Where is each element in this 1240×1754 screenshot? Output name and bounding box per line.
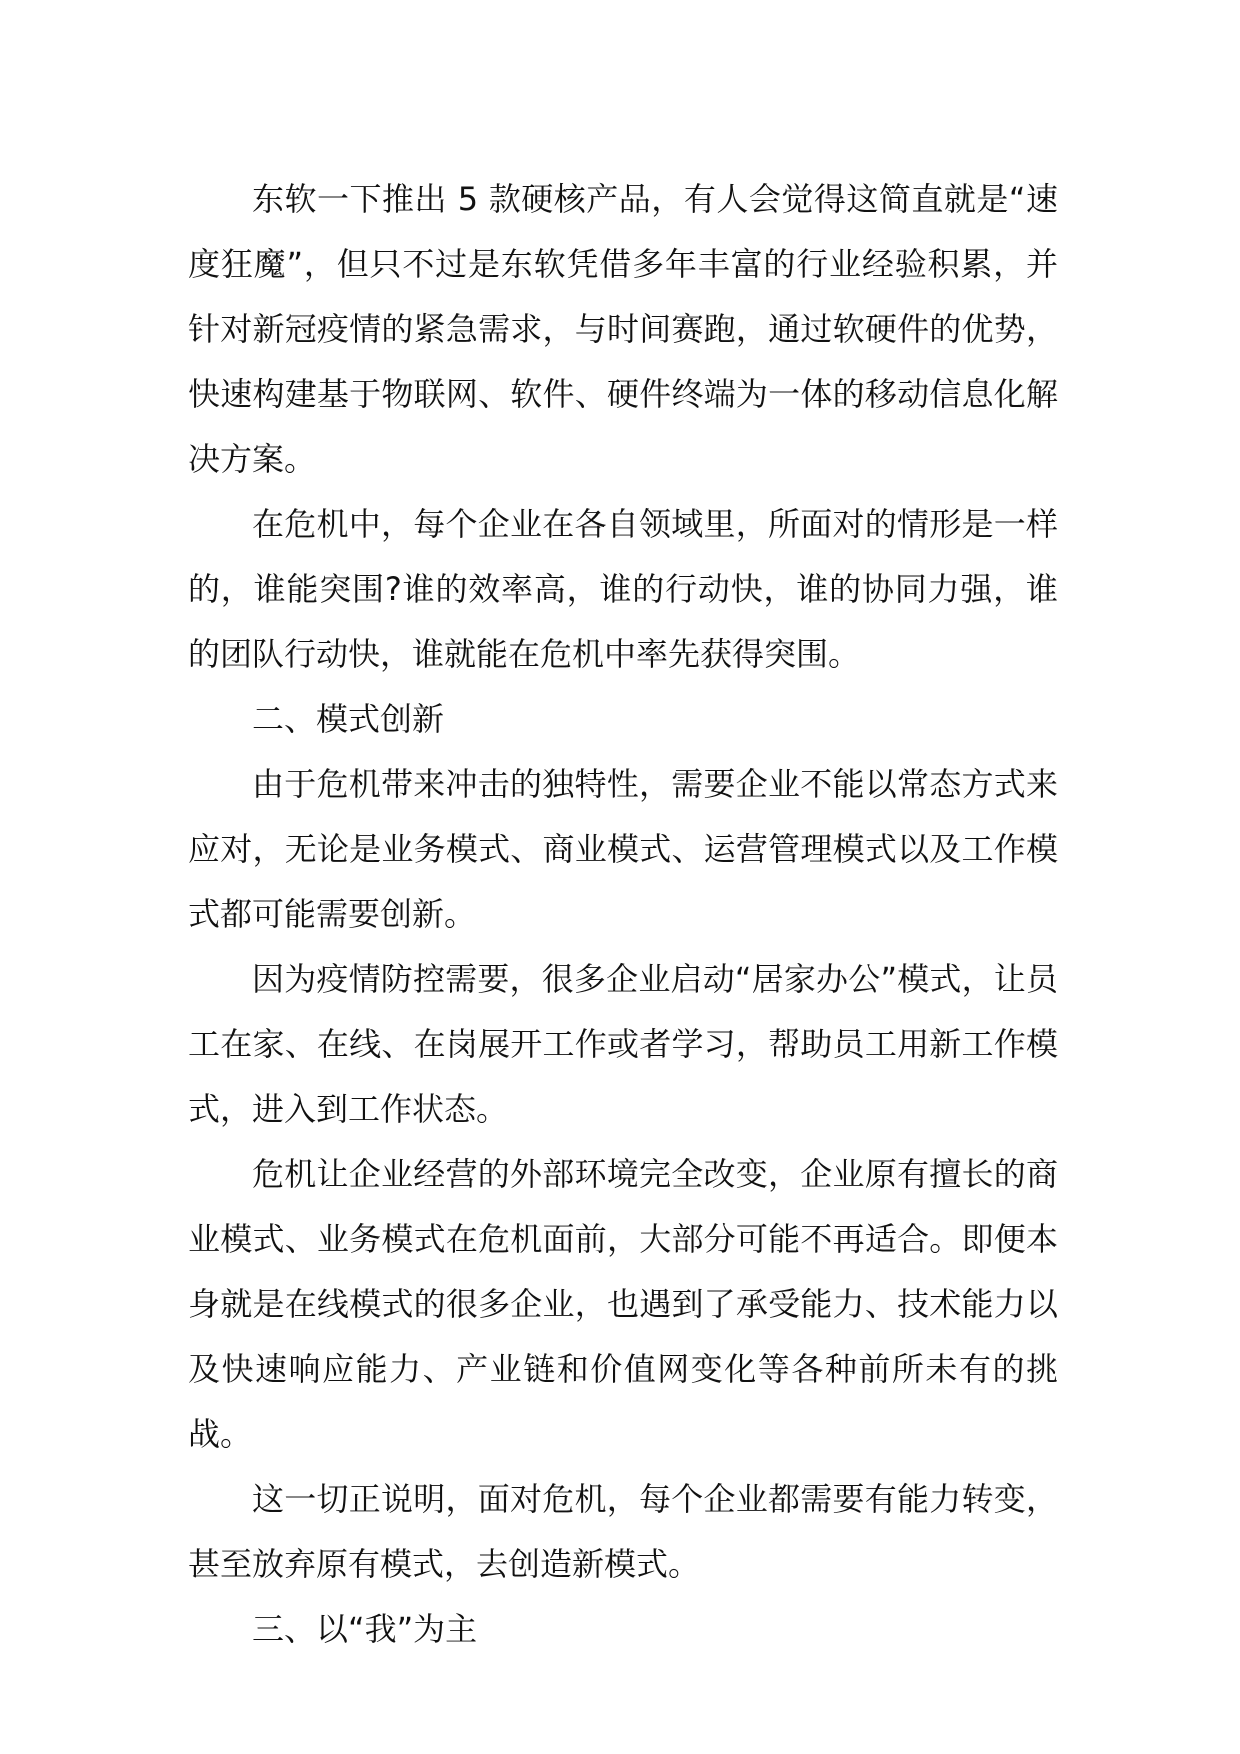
- paragraph: 由于危机带来冲击的独特性，需要企业不能以常态方式来应对，无论是业务模式、商业模式、运营管理模式以及工作模式都可能需要创新。: [188, 765, 1058, 933]
- paragraph: 危机让企业经营的外部环境完全改变，企业原有擅长的商业模式、业务模式在危机面前，大部分可能不再适合。即便本身就是在线模式的很多企业，也遇到了承受能力、技术能力以及快速响应能力、产业链和价值网变化等各种前所未有的挑战。: [188, 1155, 1058, 1453]
- paragraph: 这一切正说明，面对危机，每个企业都需要有能力转变，甚至放弃原有模式，去创造新模式。: [188, 1480, 1058, 1583]
- document-body: [188, 167, 1058, 1662]
- paragraph: 因为疫情防控需要，很多企业启动“居家办公”模式，让员工在家、在线、在岗展开工作或者学习，帮助员工用新工作模式，进入到工作状态。: [188, 960, 1058, 1128]
- section-heading: 二、模式创新: [252, 700, 445, 738]
- section-heading: 三、以“我”为主: [252, 1610, 478, 1648]
- paragraph: 在危机中，每个企业在各自领域里，所面对的情形是一样的，谁能突围?谁的效率高，谁的行动快，谁的协同力强，谁的团队行动快，谁就能在危机中率先获得突围。: [188, 505, 1058, 673]
- paragraph: 东软一下推出 5 款硬核产品，有人会觉得这简直就是“速度狂魔”，但只不过是东软凭借多年丰富的行业经验积累，并针对新冠疫情的紧急需求，与时间赛跑，通过软硬件的优势，快速构建基于物联网、软件、硬件终端为一体的移动信息化解决方案。: [188, 180, 1058, 478]
